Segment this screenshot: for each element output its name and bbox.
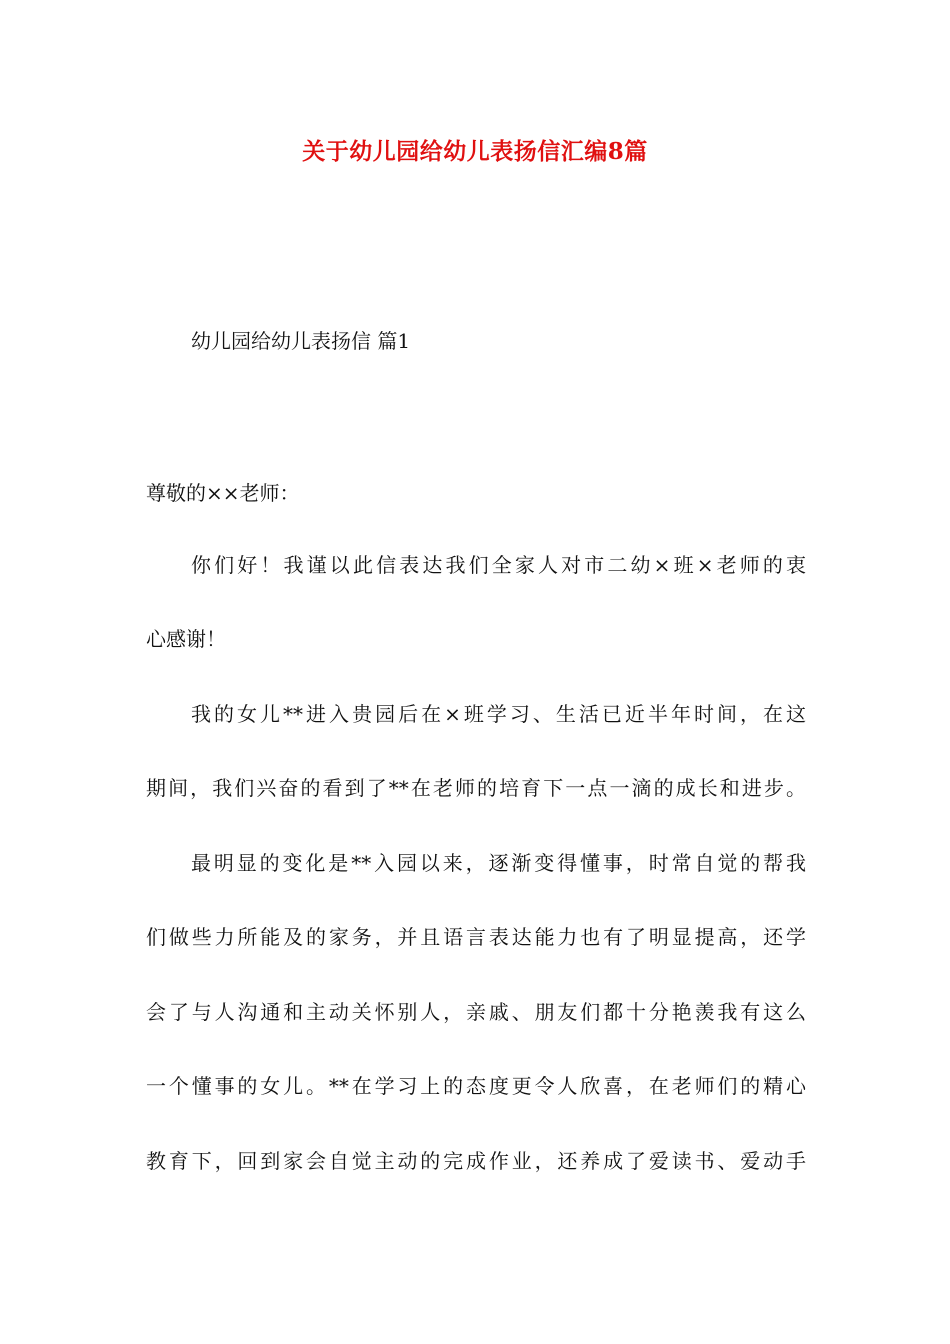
paragraph-line: 心感谢！ <box>146 627 226 651</box>
paragraph-line: 一个懂事的女儿。**在学习上的态度更令人欣喜，在老师们的精心 <box>146 1074 806 1098</box>
section-heading: 幼儿园给幼儿表扬信 篇1 <box>191 329 411 353</box>
paragraph-line: 最明显的变化是**入园以来，逐渐变得懂事，时常自觉的帮我 <box>191 851 806 875</box>
paragraph-line: 我的女儿**进入贵园后在×班学习、生活已近半年时间，在这 <box>191 702 806 726</box>
salutation-line: 尊敬的××老师： <box>146 481 300 505</box>
paragraph-line: 会了与人沟通和主动关怀别人，亲戚、朋友们都十分艳羡我有这么 <box>146 1000 806 1024</box>
document-title: 关于幼儿园给幼儿表扬信汇编8篇 <box>302 138 648 165</box>
paragraph-line: 你们好！我谨以此信表达我们全家人对市二幼×班×老师的衷 <box>191 553 806 577</box>
paragraph-line: 期间，我们兴奋的看到了**在老师的培育下一点一滴的成长和进步。 <box>146 776 806 800</box>
paragraph-line: 们做些力所能及的家务，并且语言表达能力也有了明显提高，还学 <box>146 925 806 949</box>
paragraph-line: 教育下，回到家会自觉主动的完成作业，还养成了爱读书、爱动手 <box>146 1149 806 1173</box>
